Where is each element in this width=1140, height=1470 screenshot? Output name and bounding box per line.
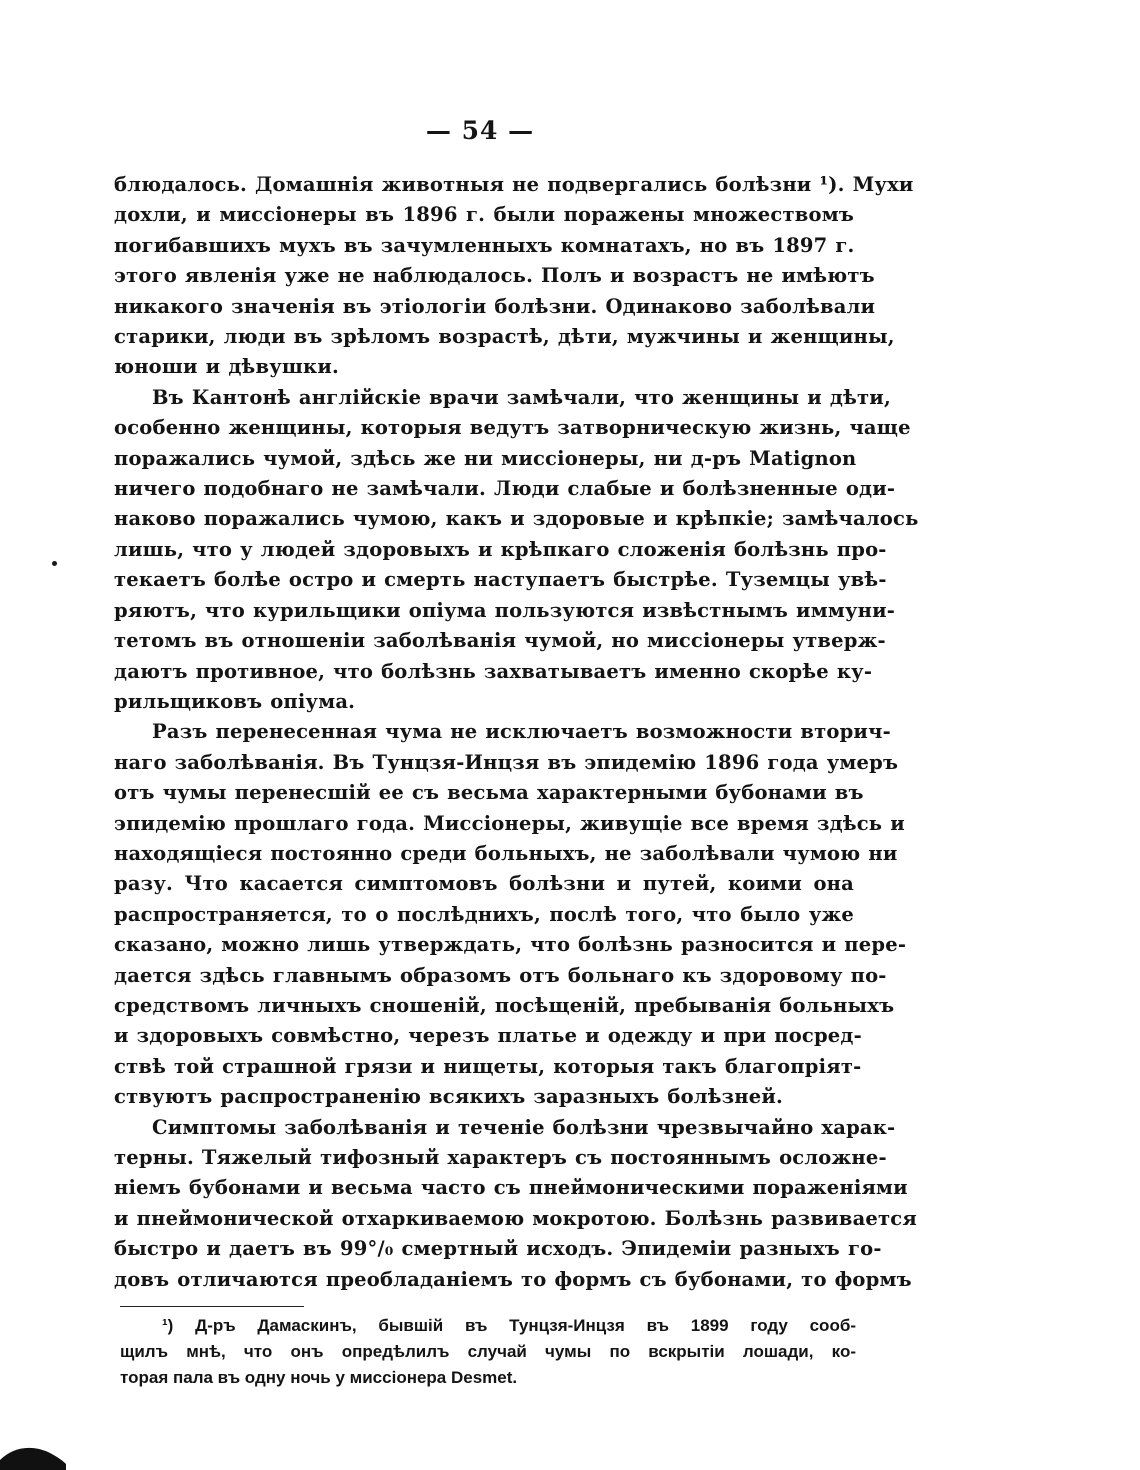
text-line: ствѣ той страшной грязи и нищеты, которыя такъ благопріят- [114,1054,862,1078]
text-line: даютъ противное, что болѣзнь захватываетъ именно скорѣе ку- [114,659,873,683]
text-line: разу. Что касается симптомовъ болѣзни и путей, коими она [114,872,854,896]
text-line: Симптомы заболѣванія и теченіе болѣзни чрезвычайно харак- [152,1115,896,1139]
text-line: средствомъ личныхъ сношеній, посѣщеній, пребыванія больныхъ [114,993,895,1017]
body-text [114,170,919,1295]
text-line: находящіеся постоянно среди больныхъ, не заболѣвали чумою ни [114,841,898,865]
ink-speck [52,561,57,566]
text-line: юноши и дѣвушки. [114,355,339,379]
text-line: старики, люди въ зрѣломъ возрастѣ, дѣти, мужчины и женщины, [114,325,895,349]
text-line: ряютъ, что курильщики опіума пользуются извѣстнымъ иммуни- [114,598,896,622]
text-line: ничего подобнаго не замѣчали. Люди слабые и болѣзненные оди- [114,477,896,501]
text-line: блюдалось. Домашнія животныя не подвергались болѣзни ¹). Мухи [114,173,914,196]
paragraph-1 [114,170,914,383]
paragraph-3 [114,717,907,1112]
text-line: сказано, можно лишь утверждать, что болѣзнь разносится и пере- [114,933,907,957]
text-line: Разъ перенесенная чума не исключаетъ возможности вторич- [152,720,891,744]
scan-smudge [0,1430,66,1470]
text-line: ніемъ бубонами и весьма часто съ пнеймоническими пораженіями [114,1176,908,1200]
footnote-line: щилъ мнѣ, что онъ опредѣлилъ случай чумы по вскрытіи лошади, ко- [120,1342,856,1361]
text-line: терны. Тяжелый тифозный характеръ съ постояннымъ осложне- [114,1146,887,1169]
text-line: особенно женщины, которыя ведутъ затворническую жизнь, чаще [114,416,911,440]
text-line: эпидемію прошлаго года. Миссіонеры, живущіе все время здѣсь и [114,811,905,835]
text-line: дохли, и миссіонеры въ 1896 г. были поражены множествомъ [114,203,854,227]
text-line: наково поражались чумою, какъ и здоровые и крѣпкіе; замѣчалось [114,507,919,531]
page-number: — 54 — [425,116,535,145]
paragraph-2 [114,383,919,717]
text-line: текаетъ болѣе остро и смерть наступаетъ быстрѣе. Туземцы увѣ- [114,568,887,592]
footnote-divider [120,1306,304,1307]
text-line: тетомъ въ отношеніи заболѣванія чумой, но миссіонеры утверж- [114,629,886,653]
footnote-line: торая пала въ одну ночь у миссіонера Desmet. [120,1368,518,1387]
paragraph-4 [114,1113,917,1295]
text-line: поражались чумой, здѣсь же ни миссіонеры, ни д-ръ Matignon [114,446,857,470]
footnote-line: ¹) Д-ръ Дамаскинъ, бывшій въ Тунцзя-Инцзя въ 1899 году сооб- [162,1316,856,1335]
text-line: распространяется, то о послѣднихъ, послѣ того, что было уже [114,902,854,926]
text-line: и пнеймонической отхаркиваемою мокротою. Болѣзнь развивается [114,1206,917,1230]
text-line: лишь, что у людей здоровыхъ и крѣпкаго сложенія болѣзнь про- [114,537,887,561]
footnote [120,1313,856,1391]
text-line: наго заболѣванія. Въ Тунцзя-Инцзя въ эпидемію 1896 года умеръ [114,750,899,774]
text-line: и здоровыхъ совмѣстно, черезъ платье и одежду и при посред- [114,1024,862,1048]
text-line: ствуютъ распространенію всякихъ заразныхъ болѣзней. [114,1085,784,1109]
text-line: рильщиковъ опіума. [114,689,356,713]
text-line: погибавшихъ мухъ въ зачумленныхъ комнатахъ, но въ 1897 г. [114,233,855,257]
text-line: довъ отличаются преобладаніемъ то формъ съ бубонами, то формъ [114,1267,912,1291]
text-line: отъ чумы перенесшій ее съ весьма характерными бубонами въ [114,781,864,805]
text-line: дается здѣсь главнымъ образомъ отъ больнаго къ здоровому по- [114,963,887,987]
text-line: Въ Кантонѣ англійскіе врачи замѣчали, что женщины и дѣти, [152,385,891,409]
text-line: этого явленія уже не наблюдалось. Полъ и возрастъ не имѣютъ [114,264,875,288]
text-line: быстро и даетъ въ 99°/₀ смертный исходъ. Эпидеміи разныхъ го- [114,1237,882,1261]
text-line: никакого значенія въ этіологіи болѣзни. Одинаково заболѣвали [114,294,876,318]
